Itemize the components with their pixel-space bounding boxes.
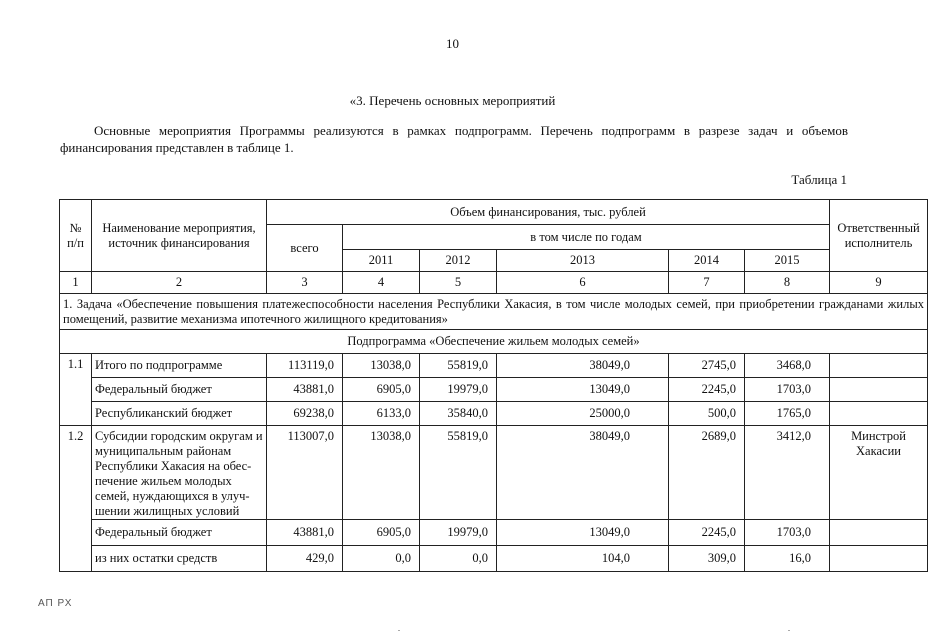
row-total: 43881,0: [267, 520, 343, 546]
row-2015: 16,0: [745, 546, 830, 572]
column-number: 2: [92, 272, 267, 294]
row-2013: 38049,0: [497, 354, 669, 378]
header-year: 2014: [669, 250, 745, 272]
scan-speck: [788, 630, 790, 631]
header-year: 2015: [745, 250, 830, 272]
row-2013: 104,0: [497, 546, 669, 572]
row-name: Федеральный бюджет: [92, 378, 267, 402]
row-2014: 2245,0: [669, 520, 745, 546]
row-total: 113007,0: [267, 426, 343, 520]
row-num: 1.2: [60, 426, 92, 572]
header-year: 2013: [497, 250, 669, 272]
row-responsible: [830, 520, 928, 546]
row-num: 1.1: [60, 354, 92, 426]
row-2011: 6905,0: [343, 520, 420, 546]
row-2012: 55819,0: [420, 354, 497, 378]
archive-stamp: АП РХ: [38, 598, 73, 609]
column-number: 1: [60, 272, 92, 294]
row-2014: 2745,0: [669, 354, 745, 378]
column-number: 9: [830, 272, 928, 294]
row-2015: 3412,0: [745, 426, 830, 520]
row-2014: 2689,0: [669, 426, 745, 520]
row-2015: 1765,0: [745, 402, 830, 426]
column-number: 8: [745, 272, 830, 294]
row-2011: 13038,0: [343, 354, 420, 378]
table-row: [60, 520, 928, 546]
row-total: 429,0: [267, 546, 343, 572]
row-2012: 19979,0: [420, 520, 497, 546]
table-row: [60, 402, 928, 426]
row-2012: 35840,0: [420, 402, 497, 426]
column-number: 6: [497, 272, 669, 294]
row-2011: 6905,0: [343, 378, 420, 402]
row-responsible: [830, 354, 928, 378]
header-year: 2012: [420, 250, 497, 272]
header-by-years: в том числе по годам: [343, 225, 830, 250]
row-2015: 3468,0: [745, 354, 830, 378]
row-responsible: [830, 546, 928, 572]
row-2015: 1703,0: [745, 520, 830, 546]
row-total: 113119,0: [267, 354, 343, 378]
row-2013: 13049,0: [497, 520, 669, 546]
scan-speck: [398, 630, 400, 631]
table-row: [60, 426, 928, 520]
row-2011: 13038,0: [343, 426, 420, 520]
row-2014: 2245,0: [669, 378, 745, 402]
column-number-row: [60, 272, 928, 294]
header-name: Наименование мероприятия, источник финансирования: [92, 200, 267, 272]
row-2011: 6133,0: [343, 402, 420, 426]
section-title: «3. Перечень основных мероприятий: [349, 93, 556, 108]
task-row: 1. Задача «Обеспечение повышения платежеспособности населения Республики Хакасия, в том числе молодых семей, при приобретении гражданами жилых помещений, развитие механизма ипотечного жилищного кредитования»: [60, 294, 928, 330]
row-responsible: [830, 402, 928, 426]
row-total: 69238,0: [267, 402, 343, 426]
row-2013: 13049,0: [497, 378, 669, 402]
header-year: 2011: [343, 250, 420, 272]
column-number: 4: [343, 272, 420, 294]
row-2014: 309,0: [669, 546, 745, 572]
header-total: всего: [267, 225, 343, 272]
column-number: 7: [669, 272, 745, 294]
table-row: [60, 546, 928, 572]
table-row: [60, 378, 928, 402]
page-number: 10: [446, 36, 459, 51]
header-num: № п/п: [60, 200, 92, 272]
header-responsible: Ответственный исполнитель: [830, 200, 928, 272]
row-2014: 500,0: [669, 402, 745, 426]
row-name: из них остатки средств: [92, 546, 267, 572]
subprogram-row: Подпрограмма «Обеспечение жильем молодых семей»: [60, 330, 928, 354]
row-name: Федеральный бюджет: [92, 520, 267, 546]
row-responsible: Минстрой Хакасии: [830, 426, 928, 520]
header-funding: Объем финансирования, тыс. рублей: [267, 200, 830, 225]
column-number: 3: [267, 272, 343, 294]
financing-table: [59, 199, 928, 572]
table-row: [60, 354, 928, 378]
table-caption: Таблица 1: [791, 172, 847, 187]
row-name: Субсидии городским округам и муниципальным районам Республики Хакасия на обес-печение жильем молодых семей, нуждающихся в улуч-шении жилищных условий: [92, 426, 267, 520]
intro-paragraph: Основные мероприятия Программы реализуются в рамках подпрограмм. Перечень подпрограмм в разрезе задач и объемов финансирования представлен в таблице 1.: [60, 123, 848, 155]
row-2011: 0,0: [343, 546, 420, 572]
row-total: 43881,0: [267, 378, 343, 402]
column-number: 5: [420, 272, 497, 294]
row-name: Итого по подпрограмме: [92, 354, 267, 378]
row-2012: 55819,0: [420, 426, 497, 520]
row-2012: 0,0: [420, 546, 497, 572]
row-2013: 25000,0: [497, 402, 669, 426]
row-2012: 19979,0: [420, 378, 497, 402]
row-2015: 1703,0: [745, 378, 830, 402]
row-2013: 38049,0: [497, 426, 669, 520]
row-name: Республиканский бюджет: [92, 402, 267, 426]
row-responsible: [830, 378, 928, 402]
